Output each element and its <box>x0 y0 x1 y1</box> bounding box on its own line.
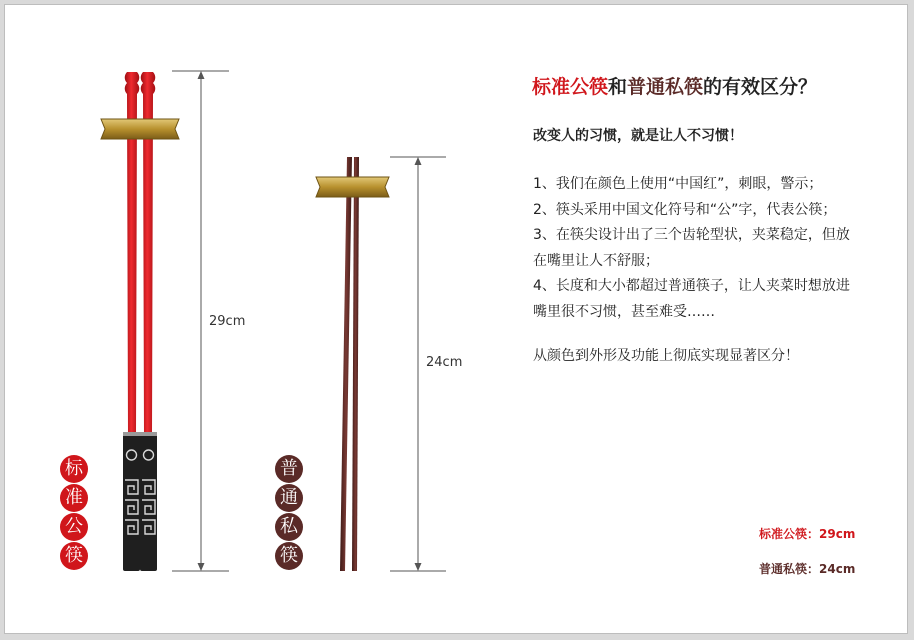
private-chopstick-right <box>352 157 359 571</box>
private-chopstick-rest <box>316 177 389 197</box>
private-badge-1: 普 <box>275 455 303 483</box>
public-chopsticks <box>101 72 179 571</box>
feature-line-4: 在嘴里让人不舒服； <box>533 252 659 269</box>
private-length-label: 24cm <box>426 355 463 370</box>
private-badge-2: 通 <box>275 484 303 512</box>
subtitle: 改变人的习惯，就是让人不习惯！ <box>533 128 743 144</box>
title-public: 标准公筷 <box>532 76 609 98</box>
public-chopstick-rest <box>101 119 179 139</box>
public-badge-4: 筷 <box>60 542 88 570</box>
private-badge-4: 筷 <box>275 542 303 570</box>
title-and: 和 <box>608 76 628 98</box>
spec-public: 标准公筷：29cm <box>759 527 856 541</box>
public-chopstick-right <box>140 72 157 571</box>
feature-list <box>533 172 868 325</box>
public-chopstick-left <box>123 72 140 571</box>
public-badge-2: 准 <box>60 484 88 512</box>
title-rest: 的有效区分？ <box>703 76 818 98</box>
feature-line-6: 嘴里很不习惯，甚至难受…… <box>533 303 715 320</box>
public-badge-1: 标 <box>60 455 88 483</box>
feature-line-5: 4、长度和大小都超过普通筷子，让人夹菜时想放进 <box>533 278 850 294</box>
private-chopstick-left <box>340 157 352 571</box>
page-frame <box>4 4 908 634</box>
title-private: 普通私筷 <box>627 76 704 98</box>
feature-line-1: 1、我们在颜色上使用“中国红”，刺眼，警示； <box>533 176 823 192</box>
summary-text: 从颜色到外形及功能上彻底实现显著区分！ <box>533 348 799 364</box>
page-title <box>532 72 817 99</box>
public-badge-3: 公 <box>60 513 88 541</box>
feature-line-3: 3、在筷尖设计出了三个齿轮型状，夹菜稳定，但放 <box>533 227 850 243</box>
feature-line-2: 2、筷头采用中国文化符号和“公”字，代表公筷； <box>533 201 837 218</box>
private-chopsticks <box>316 157 389 571</box>
private-badge-3: 私 <box>275 513 303 541</box>
spec-private: 普通私筷：24cm <box>759 562 856 576</box>
public-length-label: 29cm <box>209 314 246 329</box>
